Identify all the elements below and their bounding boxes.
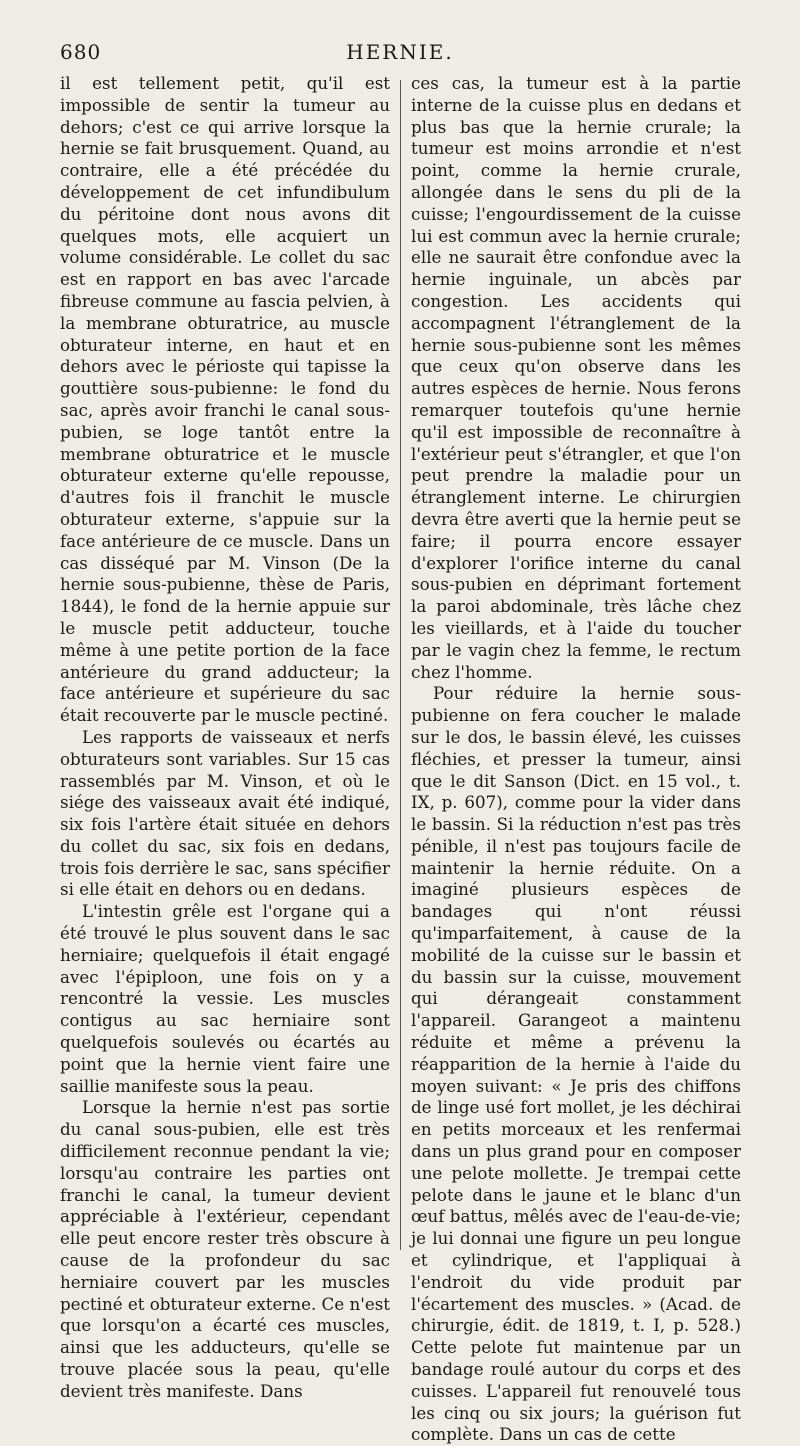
paragraph: il est tellement petit, qu'il est impossible de sentir la tumeur au dehors; c'est ce qui arrive lorsque la hernie se fait brusquement. Quand, au contraire, elle a été précédée du développement de cet infundibulum du péritoine dont nous avons dit quelques mots, elle acquiert un volume considérable. Le collet du sac est en rapport en bas avec l'arcade fibreuse commune au fascia pelvien, à la membrane obturatrice, au muscle obturateur interne, en haut et en dehors avec le périoste qui tapisse la gouttière sous-pubienne: le fond du sac, après avoir franchi le canal sous-pubien, se loge tantôt entre la membrane obturatrice et le muscle obturateur externe qu'elle repousse, d'autres fois il franchit le muscle obturateur externe, s'appuie sur la face antérieure de ce muscle. Dans un cas disséqué par M. Vinson (De la hernie sous-pubienne, thèse de Paris, 1844), le fond de la hernie appuie sur le muscle petit adducteur, touche même à une petite portion de la face antérieure du grand adducteur; la face antérieure et supérieure du sac était recouverte par le muscle pectiné. xyxy=(60,73,390,726)
page-number: 680 xyxy=(60,40,102,64)
right-column xyxy=(411,73,741,1445)
left-column xyxy=(60,73,390,1401)
paragraph: Lorsque la hernie n'est pas sortie du canal sous-pubien, elle est très difficilement reconnue pendant la vie; lorsqu'au contraire les parties ont franchi le canal, la tumeur devient appréciable à l'extérieur, cependant elle peut encore rester très obscure à cause de la profondeur du sac herniaire couvert par les muscles pectiné et obturateur externe. Ce n'est que lorsqu'on a écarté ces muscles, ainsi que les adducteurs, qu'elle se trouve placée sous la peau, qu'elle devient très manifeste. Dans xyxy=(60,1097,390,1401)
paragraph: Pour réduire la hernie sous-pubienne on fera coucher le malade sur le dos, le bassin élevé, les cuisses fléchies, et presser la tumeur, ainsi que le dit Sanson (Dict. en 15 vol., t. IX, p. 607), comme pour la vider dans le bassin. Si la réduction n'est pas très pénible, il n'est pas toujours facile de maintenir la hernie réduite. On a imaginé plusieurs espèces de bandages qui n'ont réussi qu'imparfaitement, à cause de la mobilité de la cuisse sur le bassin et du bassin sur la cuisse, mouvement qui dérangeait constamment l'appareil. Garangeot a maintenu réduite et même a prévenu la réapparition de la hernie à l'aide du moyen suivant: « Je pris des chiffons de linge usé fort mollet, je les déchirai en petits morceaux et les renfermai dans un plus grand pour en composer une pelote mollette. Je trempai cette pelote dans le jaune et le blanc d'un œuf battus, mêlés avec de l'eau-de-vie; je lui donnai une figure un peu longue et cylindrique, et l'appliquai à l'endroit du vide produit par l'écartement des muscles. » (Acad. de chirurgie, édit. de 1819, t. I, p. 528.) Cette pelote fut maintenue par un bandage roulé autour du corps et des cuisses. L'appareil fut renouvelé tous les cinq ou six jours; la guérison fut complète. Dans un cas de cette xyxy=(411,683,741,1445)
paragraph: L'intestin grêle est l'organe qui a été trouvé le plus souvent dans le sac herniaire; quelquefois il était engagé avec l'épiploon, une fois on y a rencontré la vessie. Les muscles contigus au sac herniaire sont quelquefois soulevés ou écartés au point que la hernie vient faire une saillie manifeste sous la peau. xyxy=(60,901,390,1096)
page-header xyxy=(60,40,740,70)
paragraph: ces cas, la tumeur est à la partie interne de la cuisse plus en dedans et plus bas que la hernie crurale; la tumeur est moins arrondie et n'est point, comme la hernie crurale, allongée dans le sens du pli de la cuisse; l'engourdissement de la cuisse lui est commun avec la hernie crurale; elle ne saurait être confondue avec la hernie inguinale, un abcès par congestion. Les accidents qui accompagnent l'étranglement de la hernie sous-pubienne sont les mêmes que ceux qu'on observe dans les autres espèces de hernie. Nous ferons remarquer toutefois qu'une hernie qu'il est impossible de reconnaître à l'extérieur peut s'étrangler, et que l'on peut prendre la maladie pour un étranglement interne. Le chirurgien devra être averti que la hernie peut se faire; il pourra encore essayer d'explorer l'orifice interne du canal sous-pubien en déprimant fortement la paroi abdominale, très lâche chez les vieillards, et à l'aide du toucher par le vagin chez la femme, le rectum chez l'homme. xyxy=(411,73,741,682)
running-title: HERNIE. xyxy=(346,40,454,64)
paragraph: Les rapports de vaisseaux et nerfs obturateurs sont variables. Sur 15 cas rassemblés par M. Vinson, et où le siége des vaisseaux avait été indiqué, six fois l'artère était située en dehors du collet du sac, six fois en dedans, trois fois derrière le sac, sans spécifier si elle était en dehors ou en dedans. xyxy=(60,726,390,900)
column-divider xyxy=(400,80,401,1250)
